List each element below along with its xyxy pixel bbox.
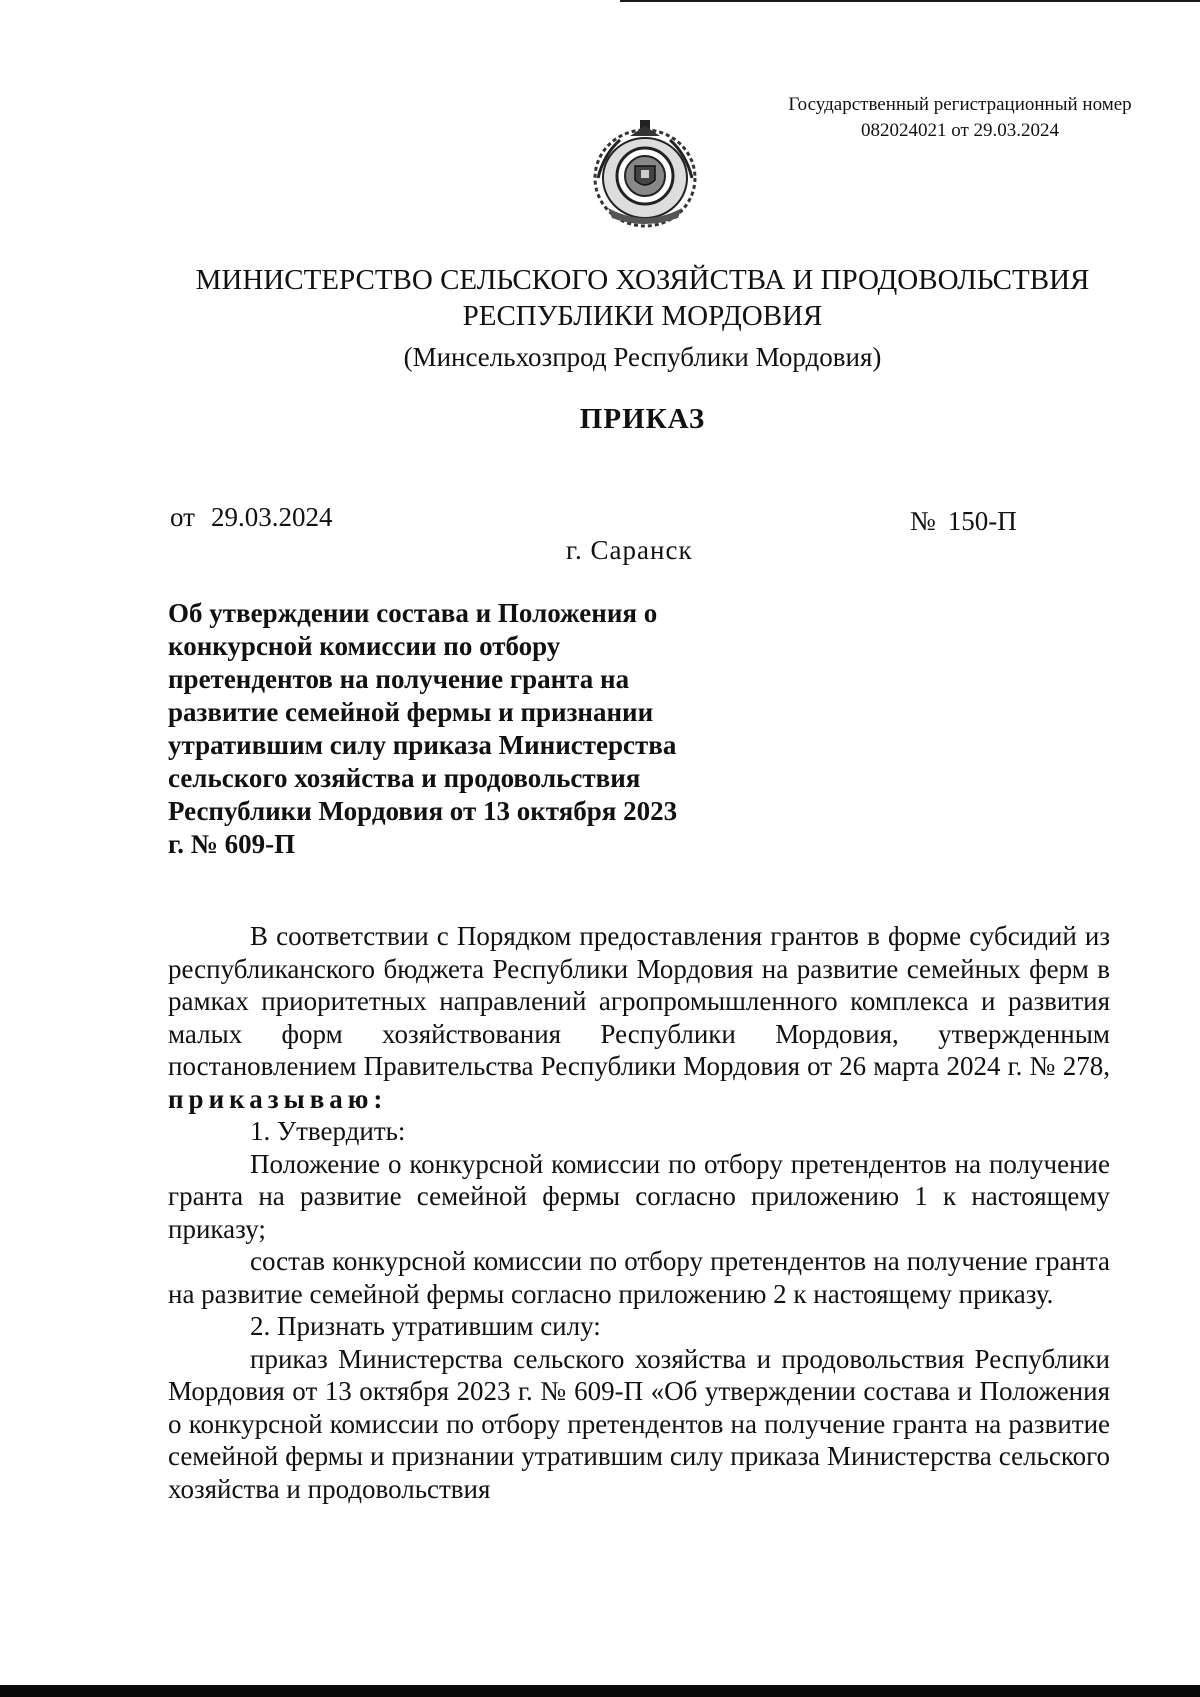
item2-heading: 2. Признать утратившим силу: [250, 1311, 601, 1341]
order-subject: Об утверждении состава и Положения о конкурсной комиссии по отбору претендентов на получение гранта на развитие семейной фермы и признании утратившим силу приказа Министерства сельского хозяйства и продовольствия Республики Мордовия от 13 октября 2023 г. № 609-П [168, 598, 678, 859]
order-number [910, 506, 1017, 537]
item1-paragraph-a: Положение о конкурсной комиссии по отбору претендентов на получение гранта на развитие семейной фермы согласно приложению 1 к настоящему приказу; [168, 1148, 1110, 1244]
registration-block [760, 92, 1160, 144]
order-number-prefix: № [910, 506, 936, 536]
ministry-name [100, 262, 1185, 334]
ministry-short-name: (Минсельхозпрод Республики Мордовия) [403, 342, 882, 372]
scan-edge-bottom [0, 1685, 1200, 1697]
item1-heading: 1. Утвердить: [250, 1116, 406, 1146]
body-preamble [168, 920, 1110, 1115]
ministry-name-line1: МИНИСТЕРСТВО СЕЛЬСКОГО ХОЗЯЙСТВА И ПРОДОВОЛЬСТВИЯ [195, 264, 1090, 296]
order-date [170, 502, 332, 533]
order-number-value: 150-П [947, 506, 1017, 536]
preamble-text: В соответствии с Порядком предоставления грантов в форме субсидий из республиканского бюджета Республики Мордовия на развитие семейных ферм в рамках приоритетных направлений агропромышленного комплекса и развития малых форм хозяйствования Республики Мордовия, утвержденным постановлением Правительства Республики Мордовия от 26 марта 2024 г. № 278, [168, 921, 1110, 1081]
coat-of-arms-icon [590, 118, 700, 230]
registration-number: 082024021 от 29.03.2024 [860, 120, 1060, 141]
order-date-prefix: от [170, 502, 195, 532]
order-word: приказываю: [168, 1083, 388, 1114]
document-type-title: ПРИКАЗ [579, 403, 706, 435]
item1-paragraph-b: состав конкурсной комиссии по отбору претендентов на получение гранта на развитие семейной фермы согласно приложению 2 к настоящему приказу. [168, 1246, 1110, 1309]
ministry-name-line2: РЕСПУБЛИКИ МОРДОВИЯ [462, 300, 823, 332]
registration-label: Государственный регистрационный номер [788, 94, 1132, 115]
scan-edge-top [620, 0, 1200, 2]
order-date-value: 29.03.2024 [210, 502, 333, 532]
order-city: г. Саранск [566, 535, 693, 565]
order-body [168, 920, 1110, 1505]
item2-paragraph-a: приказ Министерства сельского хозяйства и продовольствия Республики Мордовия от 13 октября 2023 г. № 609-П «Об утверждении состава и Положения о конкурсной комиссии по отбору претендентов на получение гранта на развитие семейной фермы и признании утратившим силу приказа Министерства сельского хозяйства и продовольствия [168, 1343, 1110, 1504]
